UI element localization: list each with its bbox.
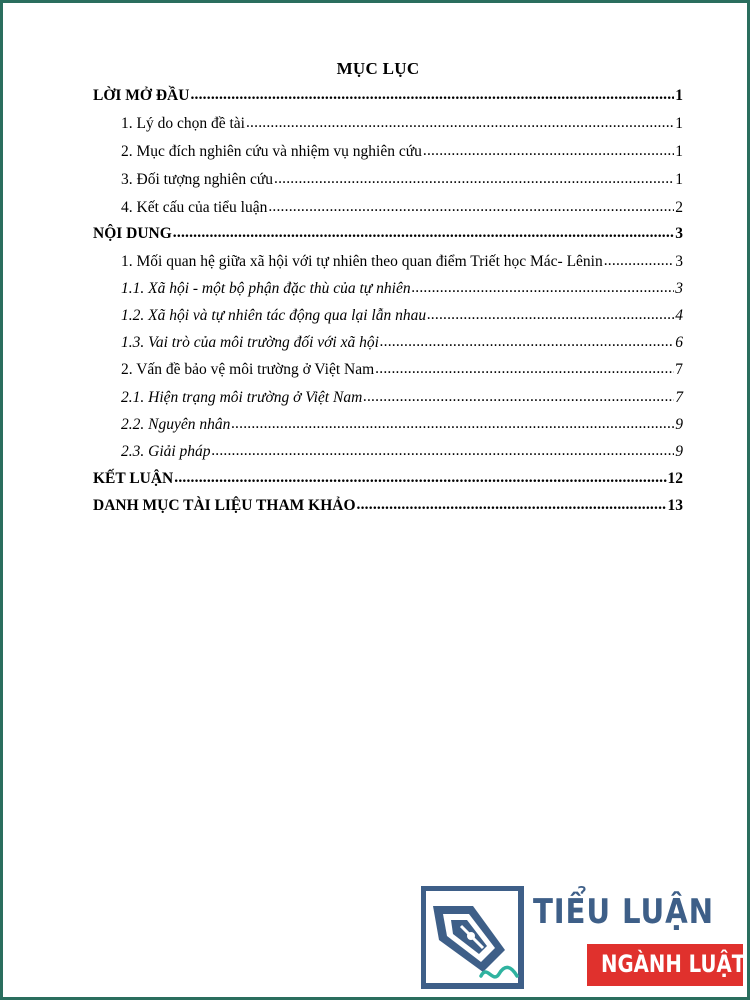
toc-entry-text: 1.1. Xã hội - một bộ phận đặc thù của tự nhiên (121, 280, 411, 297)
toc-entry (121, 197, 683, 219)
toc-dot-leader (246, 112, 674, 134)
logo-title: TIỂU LUẬN (533, 892, 714, 932)
toc-entry (121, 387, 683, 409)
toc-entry-text: DANH MỤC TÀI LIỆU THAM KHẢO (93, 497, 356, 514)
toc-entry (121, 414, 683, 436)
toc-dot-leader (268, 196, 674, 218)
toc-entry (93, 85, 683, 107)
toc-entry-page: 1 (675, 143, 683, 160)
toc-entry (121, 305, 683, 327)
toc-dot-leader (357, 494, 667, 516)
toc-dot-leader (427, 304, 674, 326)
toc-entry-page: 3 (675, 253, 683, 270)
toc-entry-text: LỜI MỞ ĐẦU (93, 87, 190, 104)
toc-entry-page: 1 (675, 171, 683, 188)
toc-entry-text: KẾT LUẬN (93, 470, 174, 487)
toc-dot-leader (423, 140, 674, 162)
toc-entry-text: 3. Đối tượng nghiên cứu (121, 171, 273, 188)
toc-entry-page: 9 (675, 416, 683, 433)
toc-entry-page: 4 (675, 307, 683, 324)
toc-title: MỤC LỤC (336, 59, 420, 78)
toc-entry-page: 7 (675, 389, 683, 406)
toc-entry-page: 3 (675, 280, 683, 297)
toc-entry (93, 495, 683, 517)
toc-dot-leader (174, 467, 666, 489)
site-logo (421, 886, 750, 998)
toc-entry (121, 113, 683, 135)
toc-dot-leader (375, 358, 674, 380)
toc-entry (121, 332, 683, 354)
toc-entry-page: 1 (675, 87, 683, 104)
logo-badge-text: NGÀNH LUẬT (601, 950, 746, 978)
toc-entry-page: 2 (675, 199, 683, 216)
toc-dot-leader (363, 386, 674, 408)
toc-entry (93, 223, 683, 245)
toc-entry-page: 3 (675, 225, 683, 242)
toc-entry (121, 251, 683, 273)
toc-entry-page: 12 (667, 470, 683, 487)
toc-entry-text: 2.1. Hiện trạng môi trường ở Việt Nam (121, 389, 363, 406)
toc-dot-leader (212, 440, 675, 462)
toc-entry-text: 1. Lý do chọn đề tài (121, 115, 245, 132)
logo-badge (587, 944, 746, 986)
toc-entry-text: 1.3. Vai trò của môi trường đối với xã hội (121, 334, 379, 351)
toc-entry (93, 468, 683, 490)
toc-entry-page: 13 (667, 497, 683, 514)
toc-dot-leader (604, 250, 675, 272)
toc-entry-text: 2. Mục đích nghiên cứu và nhiệm vụ nghiên cứu (121, 143, 422, 160)
toc-entry (121, 169, 683, 191)
toc-entry-page: 1 (675, 115, 683, 132)
toc-dot-leader (412, 277, 675, 299)
toc-entry-page: 7 (675, 361, 683, 378)
toc-entry-page: 9 (675, 443, 683, 460)
toc-entry-text: 1. Mối quan hệ giữa xã hội với tự nhiên theo quan điểm Triết học Mác- Lênin (121, 253, 603, 270)
fountain-pen-nib-icon (421, 886, 525, 990)
toc-dot-leader (231, 413, 674, 435)
toc-entry-page: 6 (675, 334, 683, 351)
toc-entry-text: NỘI DUNG (93, 225, 172, 242)
toc-dot-leader (380, 331, 674, 353)
toc-entry-text: 1.2. Xã hội và tự nhiên tác động qua lại lẫn nhau (121, 307, 427, 324)
toc-entry-text: 2.3. Giải pháp (121, 443, 211, 460)
toc-dot-leader (274, 168, 674, 190)
toc-entry-text: 2.2. Nguyên nhân (121, 416, 231, 433)
toc-entry-text: 2. Vấn đề bảo vệ môi trường ở Việt Nam (121, 361, 375, 378)
toc-entry (121, 359, 683, 381)
toc-dot-leader (190, 84, 674, 106)
toc-dot-leader (173, 222, 674, 244)
toc-entry (121, 441, 683, 463)
toc-entry-text: 4. Kết cấu của tiểu luận (121, 199, 268, 216)
toc-entry (121, 141, 683, 163)
toc-entry (121, 278, 683, 300)
